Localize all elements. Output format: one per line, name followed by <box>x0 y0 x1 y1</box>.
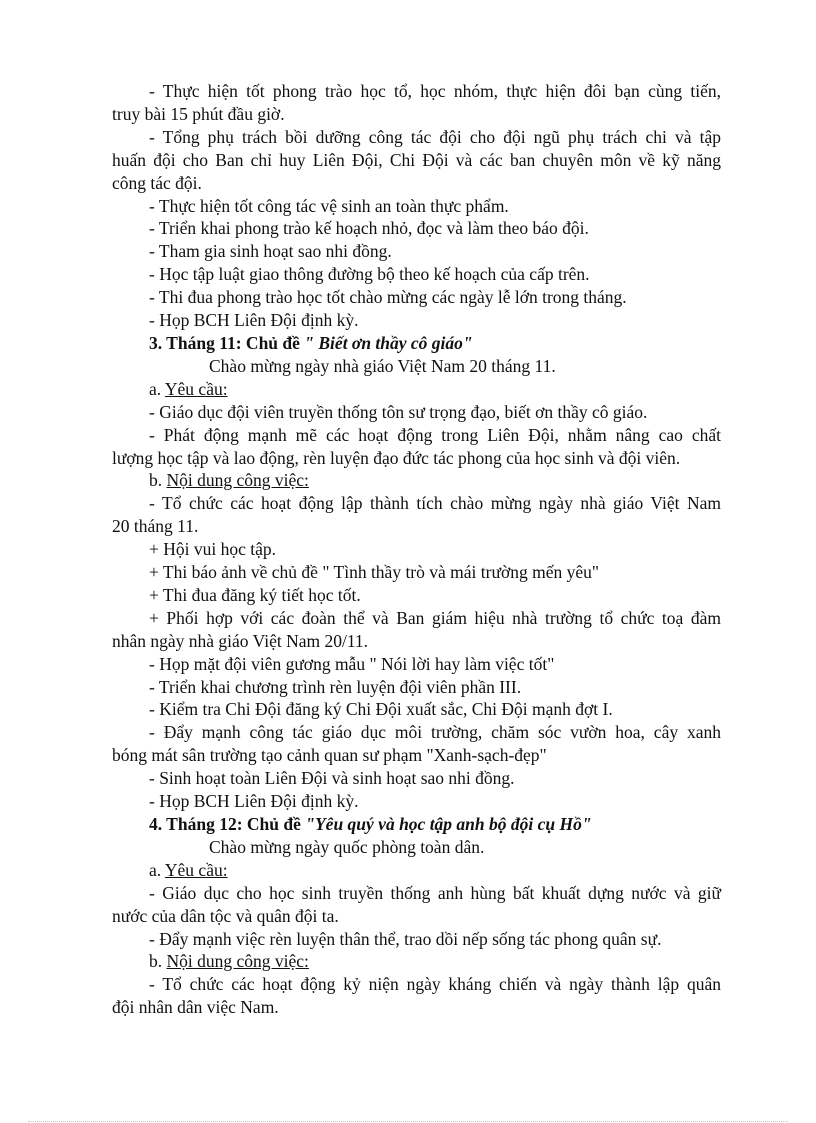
sub-b-prefix: b. <box>149 470 163 491</box>
sub-a-label: Yêu cầu: <box>164 859 228 880</box>
para-line: đội nhân dân việc Nam. <box>112 997 279 1018</box>
para-line: - Tổng phụ trách bồi dưỡng công tác đội cho đội ngũ phụ trách chi và tập <box>149 126 721 147</box>
para-line: công tác đội. <box>112 172 202 193</box>
para-line: - Họp mặt đội viên gương mẫu " Nói lời hay làm việc tốt" <box>149 653 555 674</box>
para-line: - Triển khai phong trào kế hoạch nhỏ, đọc và làm theo báo đội. <box>149 218 589 239</box>
para-line: huấn đội cho Ban chỉ huy Liên Đội, Chi Đội và các ban chuyên môn về kỹ năng <box>112 149 721 170</box>
para-line: lượng học tập và lao động, rèn luyện đạo đức tác phong của học sinh và đội viên. <box>112 447 681 468</box>
para-line: - Đẩy mạnh công tác giáo dục môi trường, chăm sóc vườn hoa, cây xanh <box>149 722 721 743</box>
para-line: - Họp BCH Liên Đội định kỳ. <box>149 791 359 812</box>
para-line: + Thi báo ảnh về chủ đề " Tình thầy trò và mái trường mến yêu" <box>149 562 599 583</box>
section-4-heading <box>112 813 721 836</box>
para-line: - Tổ chức các hoạt động kỷ niện ngày kháng chiến và ngày thành lập quân <box>149 974 721 995</box>
sub-a-prefix: a. <box>149 859 162 880</box>
para-line: nhân ngày nhà giáo Việt Nam 20/11. <box>112 630 369 651</box>
sub-a-label: Yêu cầu: <box>164 378 228 399</box>
para-line: - Thi đua phong trào học tốt chào mừng các ngày lễ lớn trong tháng. <box>149 287 627 308</box>
section-3-sub-a <box>112 378 721 401</box>
para-line: - Kiểm tra Chi Đội đăng ký Chi Đội xuất sắc, Chi Đội mạnh đợt I. <box>149 699 613 720</box>
para-line: - Sinh hoạt toàn Liên Đội và sinh hoạt sao nhi đồng. <box>149 768 515 789</box>
para-line: + Thi đua đăng ký tiết học tốt. <box>149 584 361 605</box>
sub-b-prefix: b. <box>149 951 163 972</box>
section-4-sub-b <box>112 950 721 973</box>
para-line: - Họp BCH Liên Đội định kỳ. <box>149 310 359 331</box>
para-line: - Thực hiện tốt phong trào học tổ, học nhóm, thực hiện đôi bạn cùng tiến, <box>149 81 721 101</box>
para-line: - Tham gia sinh hoạt sao nhi đồng. <box>149 241 392 262</box>
para-line: - Giáo dục cho học sinh truyền thống anh hùng bất khuất dựng nước và giữ <box>149 882 721 903</box>
para-line: - Thực hiện tốt công tác vệ sinh an toàn thực phẩm. <box>149 195 509 216</box>
section-4-subtitle: Chào mừng ngày quốc phòng toàn dân. <box>209 836 485 857</box>
para-line: - Tổ chức các hoạt động lập thành tích chào mừng ngày nhà giáo Việt Nam <box>149 493 721 514</box>
para-line: - Học tập luật giao thông đường bộ theo kế hoạch của cấp trên. <box>149 264 590 285</box>
section-3-subtitle: Chào mừng ngày nhà giáo Việt Nam 20 tháng 11. <box>209 355 556 376</box>
para-line: - Đẩy mạnh việc rèn luyện thân thể, trao dồi nếp sống tác phong quân sự. <box>149 928 662 949</box>
section-4-sub-a <box>112 859 721 882</box>
section-4-label: 4. Tháng 12: Chủ đề <box>149 814 301 834</box>
section-3-heading <box>112 332 721 355</box>
para-line: - Phát động mạnh mẽ các hoạt động trong Liên Đội, nhằm nâng cao chất <box>149 424 721 445</box>
para-line: truy bài 15 phút đầu giờ. <box>112 103 285 124</box>
para-line: 20 tháng 11. <box>112 516 199 537</box>
page-bottom-rule <box>28 1121 788 1122</box>
para-line: bóng mát sân trường tạo cảnh quan sư phạm "Xanh-sạch-đẹp" <box>112 745 547 766</box>
section-3-label: 3. Tháng 11: Chủ đề <box>149 332 300 353</box>
para-line: + Hội vui học tập. <box>149 539 277 560</box>
para-line: + Phối hợp với các đoàn thể và Ban giám hiệu nhà trường tổ chức toạ đàm <box>149 607 721 628</box>
sub-a-prefix: a. <box>149 378 162 399</box>
para-line: - Giáo dục đội viên truyền thống tôn sư trọng đạo, biết ơn thầy cô giáo. <box>149 401 648 422</box>
section-3-sub-b <box>112 469 721 492</box>
para-line: nước của dân tộc và quân đội ta. <box>112 905 339 926</box>
para-line: - Triển khai chương trình rèn luyện đội viên phần III. <box>149 676 522 697</box>
section-4-topic: "Yêu quý và học tập anh bộ đội cụ Hồ" <box>305 814 592 834</box>
sub-b-label: Nội dung công việc: <box>166 951 309 972</box>
section-3-topic: " Biết ơn thầy cô giáo" <box>304 332 473 353</box>
document-body <box>112 80 721 1019</box>
sub-b-label: Nội dung công việc: <box>166 470 309 491</box>
